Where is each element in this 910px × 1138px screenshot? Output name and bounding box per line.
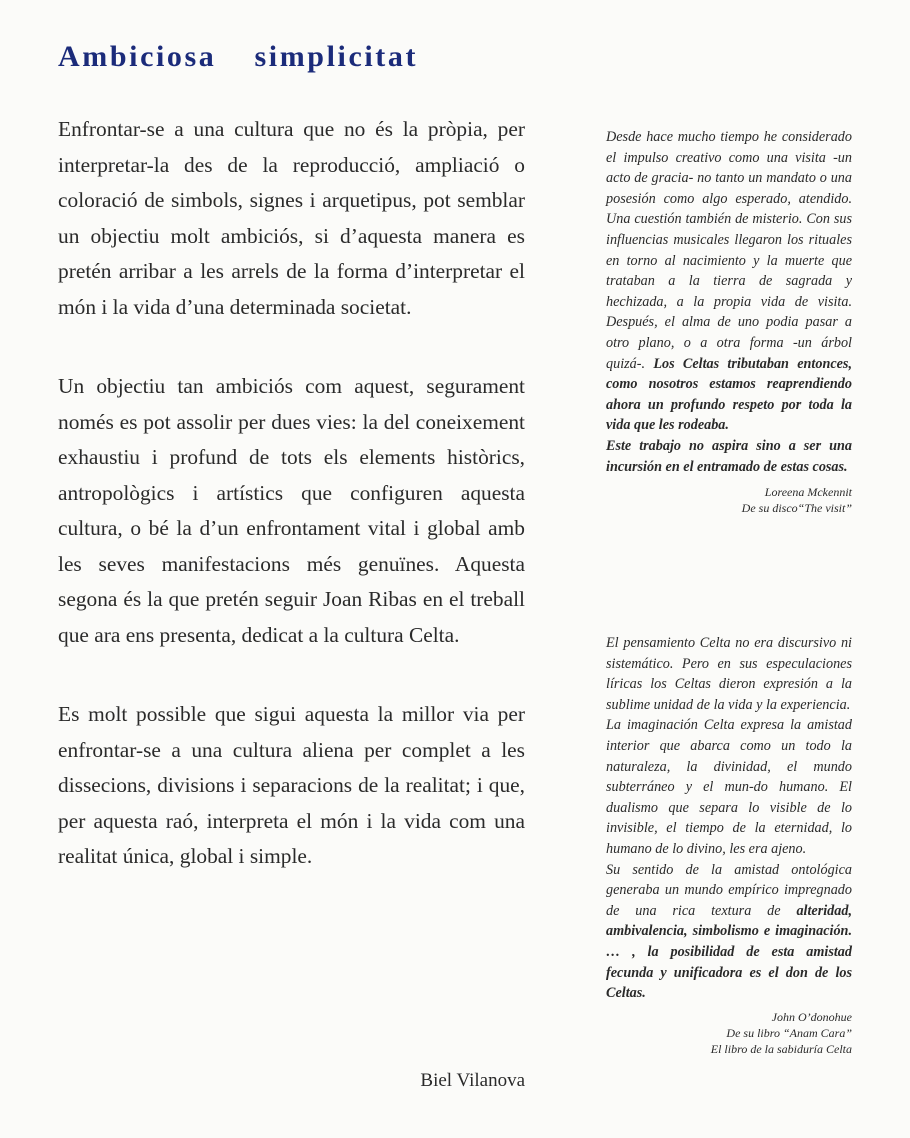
article-paragraph-2: Un objectiu tan ambiciós com aquest, segurament només es pot assolir per dues vies: la del coneixement exhaustiu i profund de tots els elements històrics, antropològics i artístics que configuren aquesta cultura, o bé la d’un enfrontament vital i global amb les seves manifestacions més genuïnes. Aquesta segona és la que pretén seguir Joan Ribas en el treball que ara ens presenta, dedicat a la cultura Celta. xyxy=(58,374,525,647)
quote-text xyxy=(606,127,852,436)
quote-plain-text: Desde hace mucho tiempo he considerado el impulso creativo como una visita -un acto de gracia- no tanto un mandato o una posesión como algo esperado, atendido. Una cuestión también de misterio. Con sus influencias musicales llegaron los rituales en torno al nacimiento y la muerte que trataban a la tierra de sagrada y hechizada, a la propia vida de visita. Después, el alma de uno podia pasar a otro plano, o a otra forma -un árbol quizá-. xyxy=(606,129,852,372)
quote-source: De su libro “Anam Cara” xyxy=(726,1025,852,1040)
quote-paragraph-3 xyxy=(606,860,852,1004)
quote-author: Loreena Mckennit xyxy=(764,485,852,500)
quote-paragraph-1: El pensamiento Celta no era discursivo ni sistemático. Pero en sus especulaciones líricas los Celtas dieron expresión a la sublime unidad de la vida y la experiencia. xyxy=(606,635,852,713)
article-signature: Biel Vilanova xyxy=(420,1070,525,1091)
quote-closing xyxy=(606,436,852,477)
quote-bold-text: Los Celtas tributaban entonces, como nosotros estamos reaprendiendo ahora un profundo respeto por toda la vida que les rodeaba. xyxy=(606,355,852,434)
main-article xyxy=(58,112,525,919)
quote-credit xyxy=(606,484,852,516)
quote-bold-closing: Este trabajo no aspira sino a ser una incursión en el entramado de estas cosas. xyxy=(606,437,852,475)
quote-author: John O’donohue xyxy=(771,1009,852,1024)
quote-plain-text: Su sentido de la amistad ontológica generaba un mundo empírico impregnado de una rica textura de xyxy=(606,861,852,919)
quote-credit xyxy=(606,1009,852,1057)
quote-source-subtitle: El libro de la sabiduría Celta xyxy=(710,1041,852,1056)
quote-block-mckennit xyxy=(606,127,852,516)
article-paragraph-3: Es molt possible que sigui aquesta la millor via per enfrontar-se a una cultura aliena per complet a les dissecions, divisions i separacions de la realitat; i que, per aquesta raó, interpreta el món i la vida com una realitat única, global i simple. xyxy=(58,702,525,868)
quote-source: De su disco“The visit” xyxy=(741,501,852,516)
page-title: Ambiciosa simplicitat xyxy=(58,40,419,73)
quote-block-odonohue xyxy=(606,633,852,1057)
quote-bold-text: alteridad, ambivalencia, simbolismo e imaginación. … , la posibilidad de esta amistad fecunda y unificadora es el don de los Celtas. xyxy=(606,902,853,1002)
quote-paragraph-2: La imaginación Celta expresa la amistad interior que abarca como un todo la naturaleza, la divinidad, el mundo subterráneo y el mun-do humano. El dualismo que separa lo visible de lo invisible, el tiempo de la eternidad, lo humano de lo divino, les era ajeno. xyxy=(606,717,852,857)
article-paragraph-1: Enfrontar-se a una cultura que no és la pròpia, per interpretar-la des de la reproducció, ampliació o coloració de simbols, signes i arquetipus, pot semblar un objectiu molt ambiciós, si d’aquesta manera es pretén arribar a les arrels de la forma d’interpretar el món i la vida d’una determinada societat. xyxy=(58,117,525,319)
